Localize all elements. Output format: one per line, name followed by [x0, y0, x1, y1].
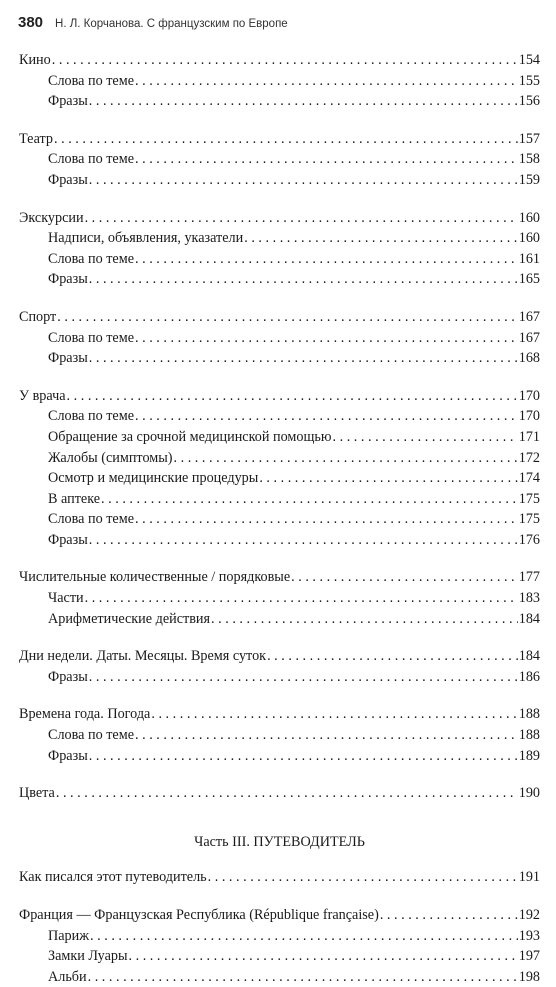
toc-entry-title: Фразы: [48, 531, 88, 548]
dot-leader: [135, 725, 518, 746]
dot-leader: [135, 328, 518, 349]
toc-entry-title: Слова по теме: [48, 329, 134, 346]
dot-leader: [135, 149, 518, 170]
toc-entry-title: Фразы: [48, 171, 88, 188]
toc-entry: [19, 307, 540, 328]
toc-subentry: [19, 489, 540, 510]
toc-entry-title: Жалобы (симптомы): [48, 449, 173, 466]
toc-entry: [19, 867, 540, 888]
spacer: [19, 629, 540, 646]
dot-leader: [259, 468, 517, 489]
dot-leader: [89, 269, 518, 290]
toc-page-number: 183: [518, 590, 540, 607]
toc-entry: [19, 208, 540, 229]
toc-entry-title: Арифметические действия: [48, 610, 211, 627]
dot-leader: [85, 208, 518, 229]
dot-leader: [56, 783, 518, 804]
toc-entry-title: Числительные количественные / порядковые: [19, 569, 291, 586]
toc-subentry: [19, 509, 540, 530]
toc-page-number: 176: [518, 531, 540, 548]
spacer: [19, 290, 540, 307]
toc-entry-title: Слова по теме: [48, 72, 134, 89]
toc-subentry: [19, 946, 540, 967]
toc-subentry: [19, 725, 540, 746]
toc-entry-title: Фразы: [48, 668, 88, 685]
toc-page-number: 156: [518, 93, 540, 110]
spacer: [19, 804, 540, 832]
toc-page-number: 174: [518, 470, 540, 487]
toc-entry-title: Театр: [19, 130, 53, 147]
dot-leader: [89, 170, 518, 191]
toc-subentry: [19, 269, 540, 290]
dot-leader: [135, 71, 518, 92]
toc-entry-title: У врача: [19, 387, 66, 404]
toc-entry-title: Слова по теме: [48, 250, 134, 267]
toc-entry-title: Спорт: [19, 308, 57, 325]
toc-page-number: 157: [518, 130, 540, 147]
dot-leader: [244, 228, 518, 249]
toc-subentry: [19, 406, 540, 427]
spacer: [19, 888, 540, 905]
toc-entry: [19, 386, 540, 407]
toc-page-number: 171: [518, 428, 540, 445]
toc-subentry: [19, 228, 540, 249]
dot-leader: [135, 249, 518, 270]
dot-leader: [101, 489, 518, 510]
toc-page-number: 188: [518, 727, 540, 744]
toc-subentry: [19, 348, 540, 369]
toc-page-number: 159: [518, 171, 540, 188]
dot-leader: [88, 967, 518, 987]
toc-entry-title: Времена года. Погода: [19, 706, 151, 723]
toc-subentry: [19, 926, 540, 947]
toc-page-number: 192: [518, 907, 540, 923]
toc-entry-title: Франция — Французская Республика (République française): [19, 907, 379, 923]
dot-leader: [151, 704, 517, 725]
dot-leader: [89, 348, 518, 369]
toc-page-number: 188: [518, 706, 540, 723]
dot-leader: [129, 946, 518, 967]
dot-leader: [54, 129, 518, 150]
toc-entry-title: В аптеке: [48, 490, 101, 507]
toc-entry-title: Фразы: [48, 350, 88, 367]
toc-page-number: 158: [518, 151, 540, 168]
dot-leader: [52, 50, 518, 71]
toc-page-number: 155: [518, 72, 540, 89]
page-header: [18, 14, 288, 34]
toc-entry: [19, 704, 540, 725]
toc-page-number: 168: [518, 350, 540, 367]
toc-entry-title: Слова по теме: [48, 408, 134, 425]
spacer: [19, 687, 540, 704]
toc-subentry: [19, 468, 540, 489]
toc-entry-title: Фразы: [48, 747, 88, 764]
toc-entry-title: Экскурсии: [19, 209, 84, 226]
dot-leader: [267, 646, 518, 667]
toc-subentry: [19, 448, 540, 469]
toc-subentry: [19, 530, 540, 551]
dot-leader: [291, 567, 518, 588]
toc-page-number: 191: [518, 869, 540, 886]
toc-entry: [19, 50, 540, 71]
dot-leader: [57, 307, 517, 328]
toc-page-number: 165: [518, 271, 540, 288]
part-heading: Часть III. ПУТЕВОДИТЕЛЬ: [194, 833, 365, 850]
toc-section-part3: [19, 867, 540, 987]
toc-page-number: 184: [518, 648, 540, 665]
toc-page-number: 184: [518, 610, 540, 627]
toc-subentry: [19, 71, 540, 92]
toc-entry-title: Фразы: [48, 271, 88, 288]
toc-subentry: [19, 967, 540, 987]
toc-page-number: 160: [518, 209, 540, 226]
toc-subentry: [19, 588, 540, 609]
toc-entry-title: Альби: [48, 968, 87, 985]
toc-subentry: [19, 609, 540, 630]
toc-entry-title: Слова по теме: [48, 511, 134, 528]
toc-page-number: 175: [518, 490, 540, 507]
toc-page-number: 172: [518, 449, 540, 466]
toc-page-number: 170: [518, 387, 540, 404]
toc-entry-title: Как писался этот путеводитель: [19, 869, 207, 886]
spacer: [19, 191, 540, 208]
toc-page-number: 198: [518, 968, 540, 985]
dot-leader: [89, 667, 518, 688]
table-of-contents: [19, 50, 540, 987]
toc-entry-title: Части: [48, 590, 84, 607]
dot-leader: [135, 406, 518, 427]
toc-subentry: [19, 170, 540, 191]
page-number: 380: [18, 14, 44, 31]
dot-leader: [89, 91, 518, 112]
toc-page-number: 161: [518, 250, 540, 267]
toc-page-number: 160: [518, 230, 540, 247]
toc-subentry: [19, 328, 540, 349]
spacer: [19, 550, 540, 567]
toc-entry-title: Замки Луары: [48, 948, 128, 965]
dot-leader: [135, 509, 518, 530]
toc-page-number: 170: [518, 408, 540, 425]
toc-entry: [19, 129, 540, 150]
toc-page-number: 167: [518, 329, 540, 346]
toc-entry-title: Слова по теме: [48, 727, 134, 744]
dot-leader: [67, 386, 518, 407]
toc-section-part2: [19, 50, 540, 804]
toc-entry-title: Осмотр и медицинские процедуры: [48, 470, 259, 487]
toc-page-number: 154: [518, 52, 540, 68]
dot-leader: [89, 746, 518, 767]
toc-page-number: 190: [518, 785, 540, 802]
toc-page-number: 186: [518, 668, 540, 685]
toc-page-number: 177: [518, 569, 540, 586]
toc-subentry: [19, 746, 540, 767]
spacer: [19, 766, 540, 783]
toc-page-number: 193: [518, 927, 540, 944]
dot-leader: [333, 427, 518, 448]
dot-leader: [211, 609, 518, 630]
toc-entry-title: Обращение за срочной медицинской помощью: [48, 428, 332, 445]
toc-subentry: [19, 427, 540, 448]
toc-page-number: 197: [518, 948, 540, 965]
toc-entry: [19, 783, 540, 804]
toc-page-number: 175: [518, 511, 540, 528]
toc-subentry: [19, 667, 540, 688]
dot-leader: [89, 530, 518, 551]
toc-subentry: [19, 249, 540, 270]
spacer: [19, 112, 540, 129]
spacer: [19, 369, 540, 386]
toc-entry-title: Цвета: [19, 785, 55, 802]
dot-leader: [208, 867, 518, 888]
dot-leader: [380, 905, 518, 926]
toc-entry-title: Кино: [19, 52, 51, 68]
toc-entry: [19, 567, 540, 588]
dot-leader: [90, 926, 518, 947]
toc-entry-title: Надписи, объявления, указатели: [48, 230, 244, 247]
toc-page-number: 189: [518, 747, 540, 764]
toc-entry-title: Дни недели. Даты. Месяцы. Время суток: [19, 648, 267, 665]
toc-entry-title: Париж: [48, 927, 90, 944]
running-title: Н. Л. Корчанова. С французским по Европе: [55, 18, 288, 30]
spacer: [19, 852, 540, 867]
toc-entry-title: Фразы: [48, 93, 88, 110]
dot-leader: [174, 448, 518, 469]
toc-entry-title: Слова по теме: [48, 151, 134, 168]
toc-page-number: 167: [518, 308, 540, 325]
toc-subentry: [19, 149, 540, 170]
toc-subentry: [19, 91, 540, 112]
toc-entry: [19, 646, 540, 667]
toc-entry: [19, 905, 540, 926]
dot-leader: [85, 588, 518, 609]
